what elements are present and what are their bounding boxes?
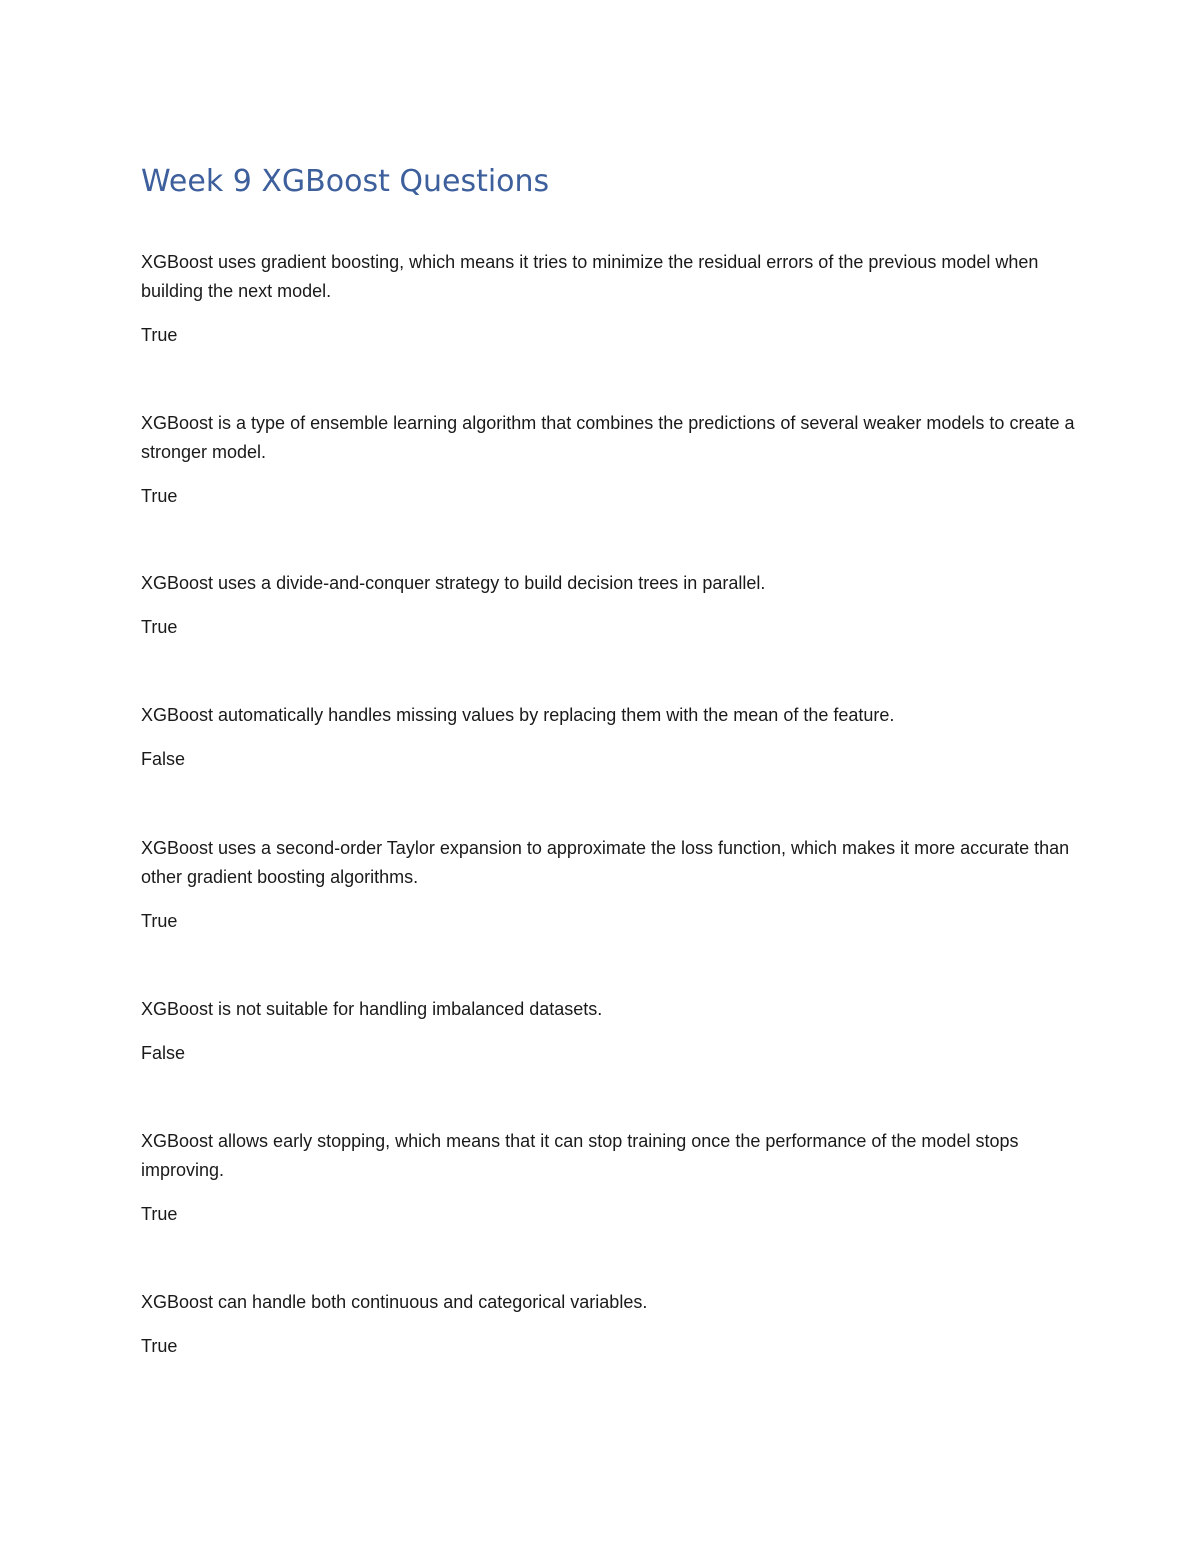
answer-text: True	[141, 486, 178, 506]
question-block-8	[141, 1288, 1076, 1361]
question-text: XGBoost can handle both continuous and categorical variables.	[141, 1292, 648, 1312]
answer-text: True	[141, 617, 178, 637]
question-block-7	[141, 1127, 1076, 1229]
answer-text: True	[141, 1336, 178, 1356]
question-block-5	[141, 834, 1076, 936]
question-text: XGBoost uses a divide-and-conquer strategy to build decision trees in parallel.	[141, 573, 766, 593]
question-block-3	[141, 569, 1076, 642]
question-text: XGBoost is a type of ensemble learning algorithm that combines the predictions of several weaker models to create a stronger model.	[141, 413, 1075, 462]
question-block-2	[141, 409, 1076, 511]
question-text: XGBoost allows early stopping, which means that it can stop training once the performance of the model stops improving.	[141, 1131, 1019, 1180]
answer-text: True	[141, 911, 178, 931]
page-title: Week 9 XGBoost Questions	[141, 164, 550, 199]
answer-text: False	[141, 749, 186, 769]
question-block-6	[141, 995, 1076, 1068]
question-block-1	[141, 248, 1076, 350]
answer-text: True	[141, 325, 178, 345]
question-text: XGBoost is not suitable for handling imbalanced datasets.	[141, 999, 603, 1019]
question-text: XGBoost uses gradient boosting, which means it tries to minimize the residual errors of the previous model when building the next model.	[141, 252, 1039, 301]
question-text: XGBoost uses a second-order Taylor expansion to approximate the loss function, which makes it more accurate than other gradient boosting algorithms.	[141, 838, 1070, 887]
answer-text: False	[141, 1043, 186, 1063]
answer-text: True	[141, 1204, 178, 1224]
question-block-4	[141, 701, 1076, 774]
question-text: XGBoost automatically handles missing values by replacing them with the mean of the feature.	[141, 705, 895, 725]
